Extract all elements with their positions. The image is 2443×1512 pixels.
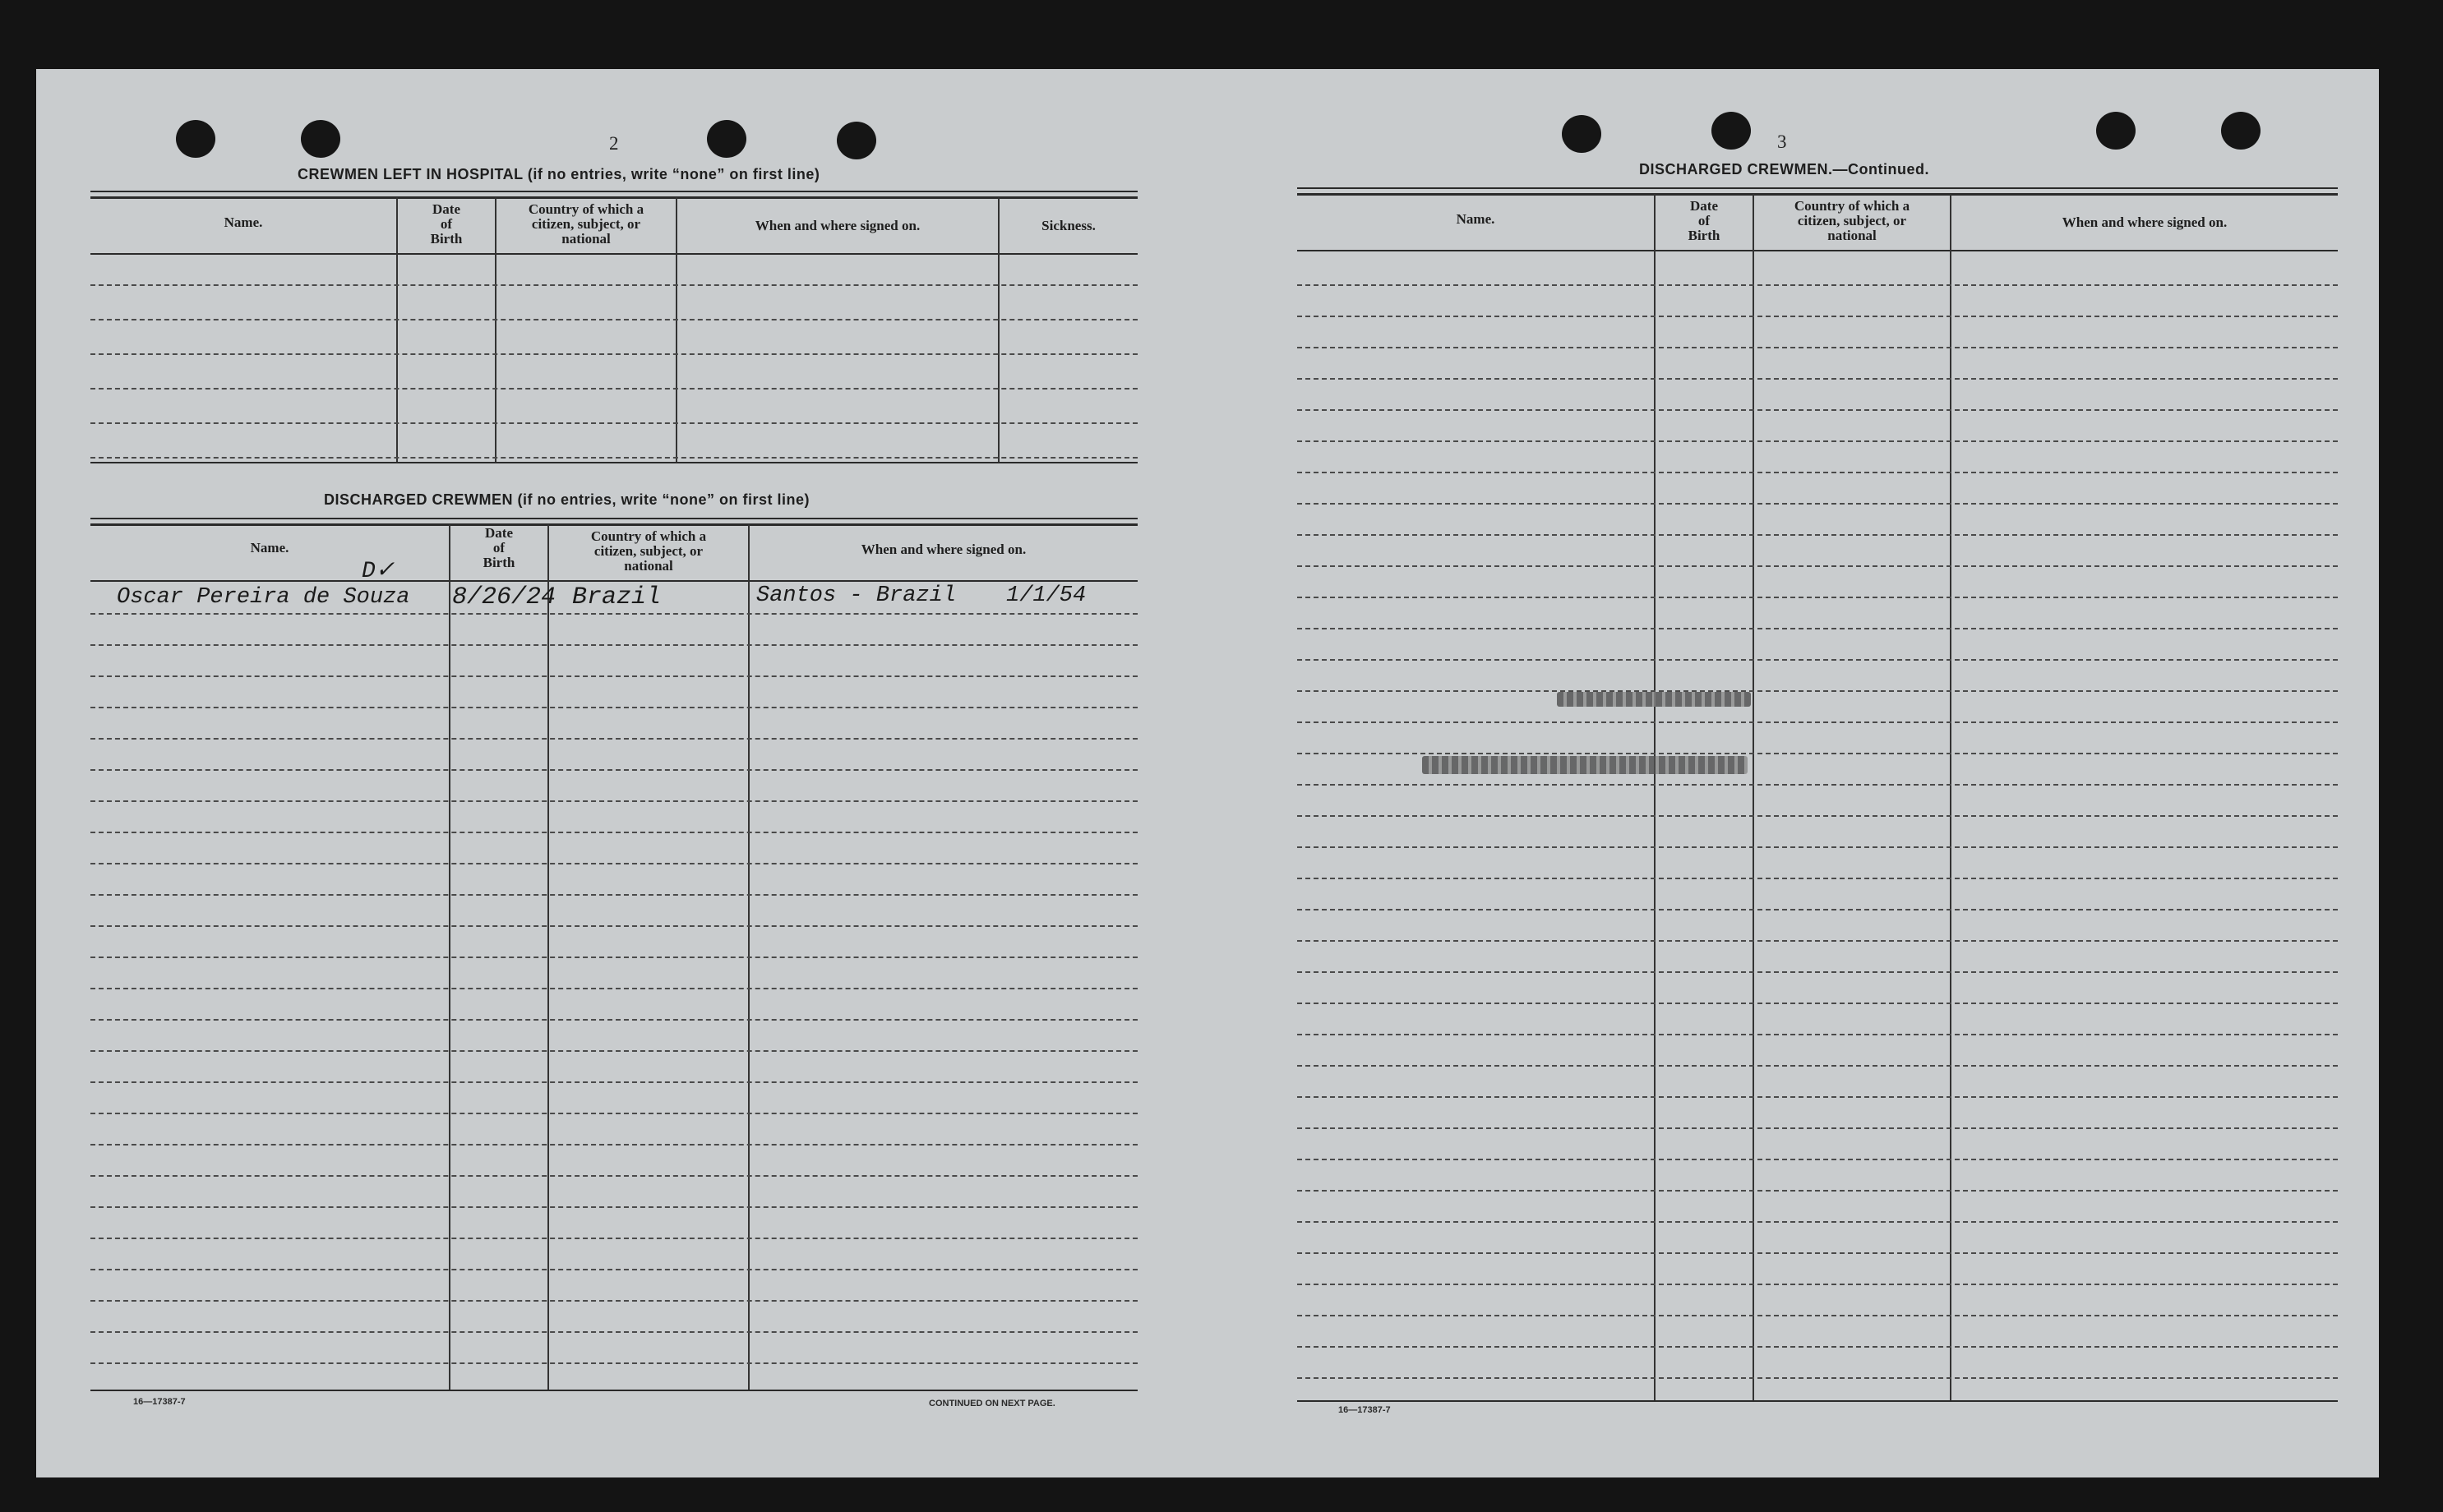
continued-note: CONTINUED ON NEXT PAGE. <box>929 1399 1055 1408</box>
col-header-dob: Date of Birth <box>430 201 463 247</box>
ruled-line <box>90 319 1138 320</box>
ruled-line <box>1297 378 2338 380</box>
ruled-line <box>90 675 1138 677</box>
ruled-line <box>1297 534 2338 536</box>
ruled-line <box>90 457 1138 459</box>
ruled-line <box>1297 690 2338 692</box>
col-header-signed-on: When and where signed on. <box>755 218 921 233</box>
ruled-line <box>90 613 1138 615</box>
ruled-line <box>1297 659 2338 661</box>
ruled-line <box>1297 1003 2338 1004</box>
ruled-line <box>1297 316 2338 317</box>
col-header-country: Country of which a citizen, subject, or national <box>1794 198 1910 243</box>
ruled-line <box>90 1144 1138 1146</box>
entry-signed-on-date: 1/1/54 <box>1006 583 1087 608</box>
col-header-name: Name. <box>250 540 289 555</box>
ruled-line <box>90 738 1138 740</box>
ruled-line <box>90 863 1138 864</box>
col-header-country: Country of which a citizen, subject, or national <box>528 201 644 247</box>
ruled-line <box>1297 753 2338 754</box>
ruled-line <box>90 988 1138 989</box>
ruled-line <box>90 422 1138 424</box>
entry-dob: 8/26/24 <box>452 583 556 611</box>
ruled-line <box>1297 565 2338 567</box>
page-number: 2 <box>609 133 619 154</box>
ruled-line <box>1297 1127 2338 1129</box>
ruled-line <box>90 1238 1138 1239</box>
ruled-line <box>90 800 1138 802</box>
ruled-line <box>1297 1252 2338 1254</box>
ruled-line <box>1297 472 2338 473</box>
form-number: 16—17387-7 <box>133 1397 186 1407</box>
ruled-line <box>1297 940 2338 942</box>
ruled-line <box>90 388 1138 390</box>
ruled-line <box>90 707 1138 708</box>
ruled-line <box>1297 1315 2338 1316</box>
form-number: 16—17387-7 <box>1338 1405 1391 1415</box>
ruled-line <box>1297 628 2338 629</box>
ruled-line <box>1297 1221 2338 1223</box>
discharged-continued-title: DISCHARGED CREWMEN.—Continued. <box>1639 161 1929 177</box>
ruled-line <box>90 894 1138 896</box>
document-sheet <box>36 69 2379 1477</box>
ruled-line <box>90 284 1138 286</box>
ruled-line <box>1297 1096 2338 1098</box>
col-header-country: Country of which a citizen, subject, or national <box>590 528 707 574</box>
col-header-name: Name. <box>1456 211 1495 227</box>
ruled-line <box>90 1019 1138 1021</box>
ruled-line <box>90 644 1138 646</box>
ruled-line <box>90 957 1138 958</box>
ruled-line <box>1297 440 2338 442</box>
entry-check-mark: D✓ <box>362 559 395 584</box>
ruled-line <box>90 832 1138 833</box>
col-header-sickness: Sickness. <box>1041 218 1096 233</box>
ruled-line <box>90 1331 1138 1333</box>
col-header-signed-on: When and where signed on. <box>861 542 1027 557</box>
ruled-line <box>1297 971 2338 973</box>
ruled-line <box>1297 1377 2338 1379</box>
ruled-line <box>1297 1065 2338 1067</box>
entry-country: Brazil <box>572 583 662 611</box>
ruled-line <box>1297 1190 2338 1192</box>
ruled-line <box>90 1362 1138 1364</box>
stamp-mark <box>1557 692 1751 707</box>
ruled-line <box>1297 409 2338 411</box>
stamp-mark <box>1422 756 1748 774</box>
ruled-line <box>1297 878 2338 879</box>
ruled-line <box>90 1113 1138 1114</box>
ruled-line <box>1297 1346 2338 1348</box>
ruled-line <box>90 353 1138 355</box>
ruled-line <box>90 769 1138 771</box>
right-page <box>1212 69 2379 1477</box>
ruled-line <box>1297 284 2338 286</box>
col-header-dob: Date of Birth <box>483 525 515 570</box>
ruled-line <box>1297 1159 2338 1160</box>
col-header-name: Name. <box>224 214 263 230</box>
ruled-line <box>90 1300 1138 1302</box>
col-header-signed-on: When and where signed on. <box>2062 214 2228 230</box>
ruled-line <box>1297 503 2338 505</box>
ruled-line <box>1297 784 2338 786</box>
ruled-line <box>1297 1284 2338 1285</box>
entry-signed-on-place: Santos - Brazil <box>756 583 957 608</box>
ruled-line <box>1297 1034 2338 1035</box>
entry-name: Oscar Pereira de Souza <box>117 585 410 610</box>
ruled-line <box>90 1081 1138 1083</box>
ruled-line <box>1297 815 2338 817</box>
left-page <box>36 69 1212 1477</box>
page-number: 3 <box>1777 131 1787 152</box>
ruled-line <box>90 1269 1138 1270</box>
ruled-line <box>1297 721 2338 723</box>
ruled-line <box>90 1050 1138 1052</box>
ruled-line <box>1297 909 2338 910</box>
ruled-line <box>90 925 1138 927</box>
ruled-line <box>90 1175 1138 1177</box>
hospital-section-title: CREWMEN LEFT IN HOSPITAL (if no entries, write “none” on first line) <box>298 166 820 182</box>
col-header-dob: Date of Birth <box>1688 198 1720 243</box>
discharged-section-title: DISCHARGED CREWMEN (if no entries, write “none” on first line) <box>324 491 810 508</box>
ruled-line <box>90 1206 1138 1208</box>
ruled-line <box>1297 846 2338 848</box>
ruled-line <box>1297 597 2338 598</box>
ruled-line <box>1297 347 2338 348</box>
